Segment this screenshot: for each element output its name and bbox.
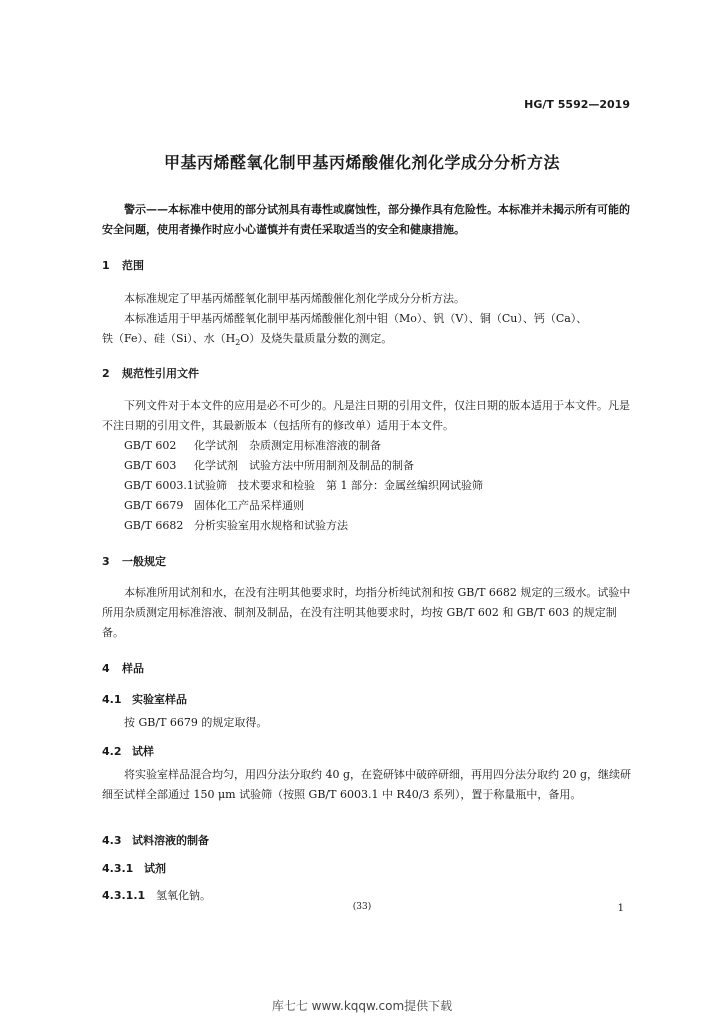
- subscript: 2: [235, 338, 241, 348]
- section-number: 2: [102, 367, 110, 380]
- section-number: 4.3: [102, 834, 122, 847]
- document-title: 甲基丙烯醛氧化制甲基丙烯酸催化剂化学成分分析方法: [163, 153, 560, 172]
- section-title: 规范性引用文件: [122, 367, 199, 380]
- section-title: 试料溶液的制备: [132, 834, 209, 847]
- section-4-2-heading: [102, 743, 154, 759]
- safety-warning: 警示——本标准中使用的部分试剂具有毒性或腐蚀性，部分操作具有危险性。本标准并未揭示所有可能的安全问题，使用者操作时应小心谨慎并有责任采取适当的安全和健康措施。: [102, 203, 630, 236]
- section-number: 4.1: [102, 693, 122, 706]
- page-number: 1: [617, 903, 624, 914]
- reference-code: GB/T 6682: [124, 519, 184, 532]
- section-3-heading: [102, 553, 166, 569]
- reference-code: GB/T 602: [124, 439, 177, 452]
- standard-code: HG/T 5592—2019: [524, 98, 630, 111]
- section-2-intro: 下列文件对于本文件的应用是必不可少的。凡是注日期的引用文件，仅注日期的版本适用于本文件。凡是不注日期的引用文件，其最新版本（包括所有的修改单）适用于本文件。: [102, 399, 630, 432]
- section-2-heading: [102, 365, 199, 381]
- reference-item: [124, 477, 483, 493]
- text-segment: 铁（Fe）、硅（Si）、水（H: [102, 332, 236, 345]
- text-segment: O）及烧失量质量分数的测定。: [240, 332, 393, 345]
- section-4-heading: [102, 660, 144, 676]
- section-4-2-paragraph: 将实验室样品混合均匀，用四分法分取约 40 g，在瓷研钵中破碎研细，再用四分法分取约 20 g，继续研细至试样全部通过 150 μm 试验筛（按照 GB/T 6003.1 中 R40/3 系列），置于称量瓶中，备用。: [102, 768, 632, 801]
- section-number: 4: [102, 662, 110, 675]
- page-marker: (33): [352, 902, 372, 912]
- reference-item: [124, 517, 348, 533]
- section-number: 4.3.1.1: [102, 889, 146, 902]
- section-number: 1: [102, 259, 110, 272]
- section-4-3-heading: [102, 832, 209, 848]
- reference-code: GB/T 603: [124, 459, 177, 472]
- section-1-heading: [102, 257, 144, 273]
- reference-code: GB/T 6003.1: [124, 479, 194, 492]
- reference-item: [124, 457, 414, 473]
- section-title: 样品: [122, 662, 144, 675]
- section-4-1-paragraph: 按 GB/T 6679 的规定取得。: [124, 716, 268, 729]
- section-number: 4.2: [102, 745, 122, 758]
- section-4-3-1-heading: [102, 860, 166, 876]
- section-4-1-heading: [102, 691, 187, 707]
- reference-item: [124, 437, 381, 453]
- reference-code: GB/T 6679: [124, 499, 184, 512]
- reference-title: 分析实验室用水规格和试验方法: [194, 519, 348, 532]
- reference-title: 试验筛 技术要求和检验 第 1 部分：金属丝编织网试验筛: [194, 479, 483, 492]
- section-title: 范围: [122, 259, 144, 272]
- reference-title: 化学试剂 试验方法中所用制剂及制品的制备: [194, 459, 414, 472]
- section-1-paragraph-1: 本标准规定了甲基丙烯醛氧化制甲基丙烯酸催化剂化学成分分析方法。: [124, 292, 465, 305]
- section-title: 实验室样品: [132, 693, 187, 706]
- section-number: 3: [102, 555, 110, 568]
- section-3-paragraph: 本标准所用试剂和水，在没有注明其他要求时，均指分析纯试剂和按 GB/T 6682 规定的三级水。试验中所用杂质测定用标准溶液、制剂及制品，在没有注明其他要求时，均按 GB/T 602 和 GB/T 603 的规定制备。: [102, 586, 631, 639]
- reference-title: 固体化工产品采样通则: [194, 499, 304, 512]
- reference-title: 化学试剂 杂质测定用标准溶液的制备: [194, 439, 381, 452]
- section-number: 4.3.1: [102, 862, 134, 875]
- download-watermark: 库七七 www.kqqw.com提供下载: [271, 999, 453, 1013]
- item-text: 氢氧化钠。: [156, 889, 211, 902]
- section-title: 试样: [132, 745, 154, 758]
- section-title: 试剂: [144, 862, 166, 875]
- reference-item: [124, 497, 304, 513]
- section-title: 一般规定: [122, 555, 166, 568]
- section-1-paragraph-2-line-1: 本标准适用于甲基丙烯醛氧化制甲基丙烯酸催化剂中钼（Mo）、钒（V）、铜（Cu）、钙（Ca）、: [124, 312, 588, 325]
- section-1-paragraph-2-line-2: [102, 329, 392, 353]
